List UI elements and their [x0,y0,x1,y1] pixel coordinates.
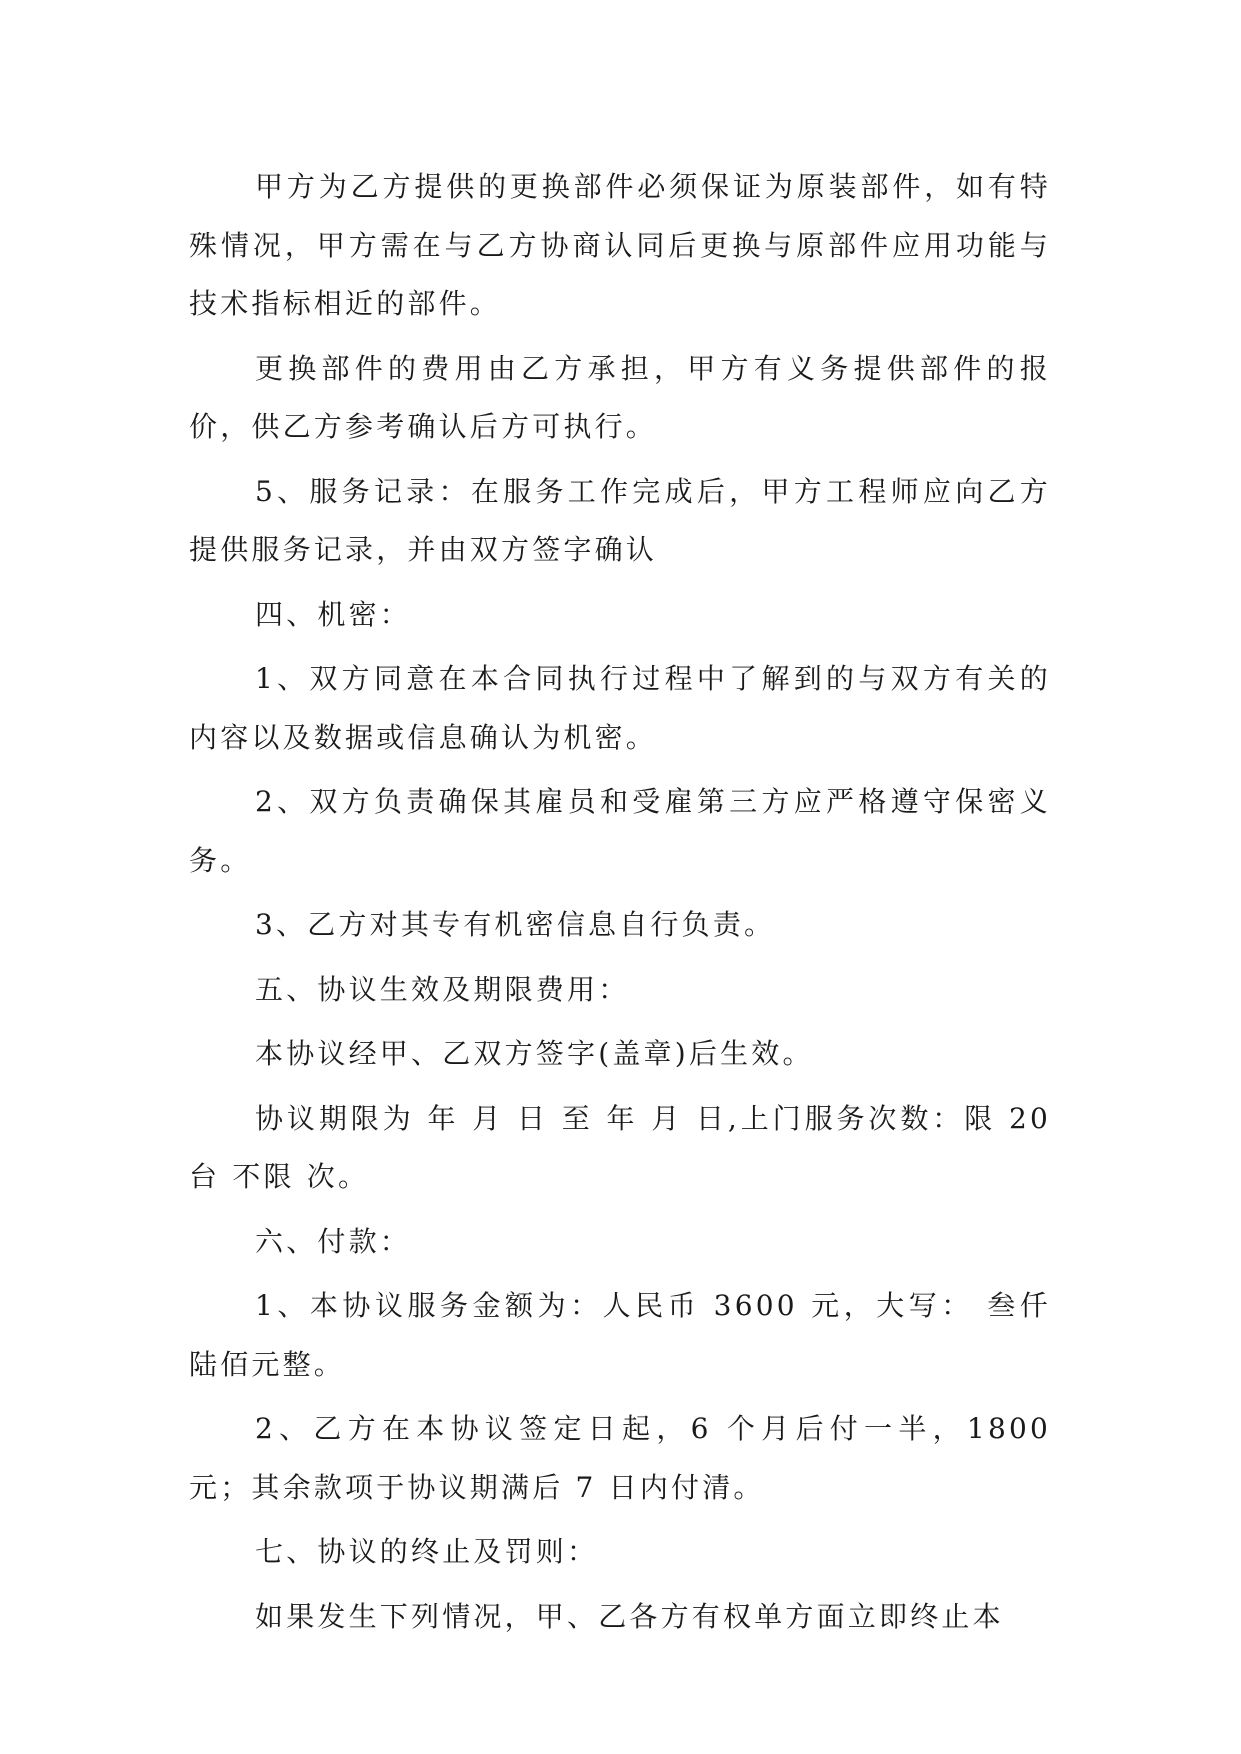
paragraph-term: 协议期限为 年 月 日 至 年 月 日,上门服务次数：限 20 台 不限 次。 [189,1101,1051,1193]
section-heading-payment: 六、付款： [255,1224,412,1258]
paragraph-confidential-2: 2、双方负责确保其雇员和受雇第三方应严格遵守保密义务。 [189,785,1051,877]
document-body [189,158,1051,1652]
paragraph-payment-1: 1、本协议服务金额为：人民币 3600 元，大写： 叁仟陆佰元整。 [189,1289,1051,1381]
paragraph-termination: 如果发生下列情况，甲、乙各方有权单方面立即终止本 [255,1599,1004,1633]
section-heading-confidentiality: 四、机密： [255,597,412,631]
paragraph-effect: 本协议经甲、乙双方签字(盖章)后生效。 [255,1037,814,1070]
section-heading-effect-term: 五、协议生效及期限费用： [255,972,630,1006]
paragraph-payment-2: 2、乙方在本协议签定日起，6 个月后付一半，1800 元；其余款项于协议期满后 7 日内付清。 [189,1412,1051,1504]
section-heading-termination: 七、协议的终止及罚则： [255,1535,599,1568]
paragraph-confidential-1: 1、双方同意在本合同执行过程中了解到的与双方有关的内容以及数据或信息确认为机密。 [189,662,1051,754]
paragraph-parts-cost: 更换部件的费用由乙方承担，甲方有义务提供部件的报价，供乙方参考确认后方可执行。 [189,351,1051,443]
paragraph-parts-original: 甲方为乙方提供的更换部件必须保证为原装部件，如有特殊情况，甲方需在与乙方协商认同后更换与原部件应用功能与技术指标相近的部件。 [189,170,1051,320]
paragraph-confidential-3: 3、乙方对其专有机密信息自行负责。 [255,908,776,941]
paragraph-service-record: 5、服务记录：在服务工作完成后，甲方工程师应向乙方提供服务记录，并由双方签字确认 [189,474,1051,566]
